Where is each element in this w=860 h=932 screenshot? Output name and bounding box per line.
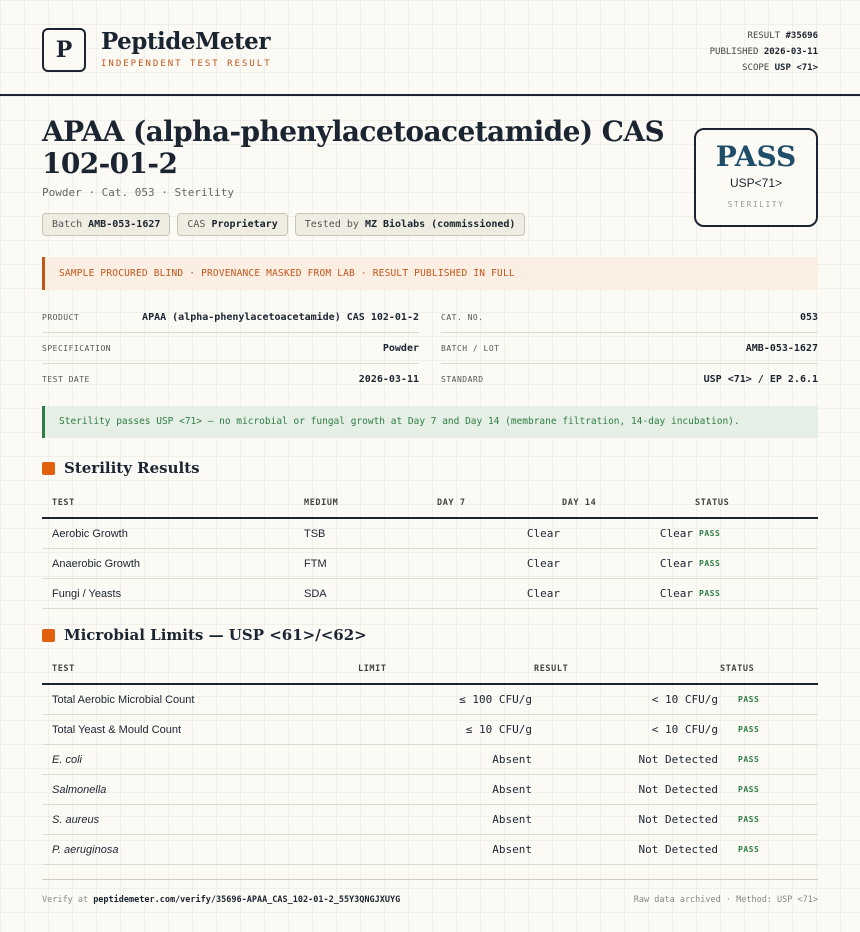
spec-label: TEST DATE <box>42 374 90 384</box>
scope-line <box>710 60 818 76</box>
result-id-line <box>710 28 818 44</box>
col-header: MEDIUM <box>304 488 437 518</box>
tested-by-chip <box>295 213 526 236</box>
day7-result: Clear <box>437 579 562 609</box>
limit: Absent <box>358 745 534 775</box>
status-badge: PASS <box>720 805 818 835</box>
page-footer <box>42 879 818 920</box>
col-header: STATUS <box>720 654 818 684</box>
limit: ≤ 100 CFU/g <box>358 684 534 715</box>
result-id: #35696 <box>785 31 818 41</box>
table-header-row <box>42 488 818 518</box>
day14-result: Clear <box>562 579 695 609</box>
section-marker-icon <box>42 629 55 642</box>
spec-row <box>441 333 818 364</box>
col-header: DAY 14 <box>562 488 695 518</box>
test-name: Fungi / Yeasts <box>42 579 304 609</box>
day14-result: Clear <box>562 518 695 549</box>
verdict-stamp <box>694 128 818 227</box>
result: < 10 CFU/g <box>534 684 720 715</box>
batch-chip-label: Batch <box>52 219 83 230</box>
result-label: RESULT <box>747 31 781 41</box>
table-row <box>42 518 818 549</box>
status-badge: PASS <box>720 684 818 715</box>
table-row <box>42 549 818 579</box>
medium: TSB <box>304 518 437 549</box>
result: Not Detected <box>534 835 720 865</box>
col-header: TEST <box>42 654 358 684</box>
spec-value: AMB-053-1627 <box>745 342 818 354</box>
limit: Absent <box>358 805 534 835</box>
test-name: Aerobic Growth <box>42 518 304 549</box>
status-badge: PASS <box>720 775 818 805</box>
test-name: Total Yeast & Mould Count <box>42 715 358 745</box>
sterility-section-head <box>42 459 200 477</box>
status-badge: PASS <box>695 549 818 579</box>
microbial-section-head <box>42 626 367 644</box>
col-header: RESULT <box>534 654 720 684</box>
limit: ≤ 10 CFU/g <box>358 715 534 745</box>
table-row <box>42 775 818 805</box>
table-row <box>42 684 818 715</box>
summary-callout: Sterility passes USP <71> — no microbial or fungal growth at Day 7 and Day 14 (membrane filtration, 14-day incubation). <box>42 406 818 438</box>
page-subtitle: Powder · Cat. 053 · Sterility <box>42 186 235 199</box>
batch-chip <box>42 213 170 236</box>
table-header-row <box>42 654 818 684</box>
medium: SDA <box>304 579 437 609</box>
scope-label: SCOPE <box>742 63 770 73</box>
status-badge: PASS <box>720 745 818 775</box>
test-name: P. aeruginosa <box>42 835 358 865</box>
spec-label: SPECIFICATION <box>42 343 112 353</box>
batch-chip-value: AMB-053-1627 <box>88 219 161 230</box>
microbial-section-title: Microbial Limits — USP <61>/<62> <box>64 626 367 644</box>
verdict-sub: STERILITY <box>727 200 785 209</box>
spec-value: APAA (alpha-phenylacetoacetamide) CAS 102-01-2 <box>142 311 419 323</box>
test-name: E. coli <box>42 745 358 775</box>
test-name: Total Aerobic Microbial Count <box>42 684 358 715</box>
cas-chip-label: CAS <box>187 219 206 230</box>
spec-label: CAT. NO. <box>441 312 484 322</box>
test-name: S. aureus <box>42 805 358 835</box>
archive-note: Raw data archived · Method: USP <71> <box>633 895 818 905</box>
test-name: Anaerobic Growth <box>42 549 304 579</box>
test-name: Salmonella <box>42 775 358 805</box>
medium: FTM <box>304 549 437 579</box>
spec-row <box>441 302 818 333</box>
table-row <box>42 579 818 609</box>
tested-chip-label: Tested by <box>304 219 359 230</box>
verify-label: Verify at <box>42 895 89 905</box>
status-badge: PASS <box>695 518 818 549</box>
spec-value: 2026-03-11 <box>358 373 419 385</box>
status-badge: PASS <box>695 579 818 609</box>
spec-row <box>441 364 818 394</box>
sterility-table <box>42 488 818 609</box>
spec-row <box>42 364 419 394</box>
spec-value: USP <71> / EP 2.6.1 <box>703 373 818 385</box>
cas-chip-value: Proprietary <box>211 219 278 230</box>
result-meta <box>710 28 818 76</box>
result: < 10 CFU/g <box>534 715 720 745</box>
published-line <box>710 44 818 60</box>
result: Not Detected <box>534 745 720 775</box>
verdict-standard: USP<71> <box>729 176 783 190</box>
spec-list-left <box>42 302 419 394</box>
spec-value: Powder <box>382 342 419 354</box>
brand-name: PeptideMeter <box>101 28 270 55</box>
published-date: 2026-03-11 <box>763 47 818 57</box>
spec-value: 053 <box>799 311 818 323</box>
logo: P <box>42 28 86 72</box>
spec-row <box>42 302 419 333</box>
procurement-notice: SAMPLE PROCURED BLIND · PROVENANCE MASKED FROM LAB · RESULT PUBLISHED IN FULL <box>42 257 818 290</box>
result: Not Detected <box>534 775 720 805</box>
spec-label: BATCH / LOT <box>441 343 500 353</box>
spec-list-right <box>441 302 818 394</box>
cas-chip <box>177 213 287 236</box>
tested-chip-value: MZ Biolabs (commissioned) <box>364 219 516 230</box>
day7-result: Clear <box>437 549 562 579</box>
verdict-main: PASS <box>715 140 797 173</box>
status-badge: PASS <box>720 835 818 865</box>
section-marker-icon <box>42 462 55 475</box>
verify-line <box>42 895 400 905</box>
table-row <box>42 715 818 745</box>
col-header: TEST <box>42 488 304 518</box>
table-row <box>42 745 818 775</box>
day7-result: Clear <box>437 518 562 549</box>
status-badge: PASS <box>720 715 818 745</box>
col-header: DAY 7 <box>437 488 562 518</box>
limit: Absent <box>358 835 534 865</box>
page-header <box>0 0 860 96</box>
col-header: STATUS <box>695 488 818 518</box>
result: Not Detected <box>534 805 720 835</box>
page-title: APAA (alpha-phenylacetoacetamide) CAS 102-01-2 <box>42 115 665 180</box>
verify-link[interactable]: peptidemeter.com/verify/35696-APAA_CAS_102-01-2_55Y3QNGJXUYG <box>93 895 401 905</box>
table-row <box>42 835 818 865</box>
spec-label: PRODUCT <box>42 312 80 322</box>
col-header: LIMIT <box>358 654 534 684</box>
published-label: PUBLISHED <box>709 47 759 57</box>
scope-value: USP <71> <box>774 63 818 73</box>
limit: Absent <box>358 775 534 805</box>
brand-tagline: INDEPENDENT TEST RESULT <box>101 59 272 69</box>
spec-row <box>42 333 419 364</box>
chip-row <box>42 213 525 236</box>
sterility-section-title: Sterility Results <box>64 459 200 477</box>
day14-result: Clear <box>562 549 695 579</box>
spec-label: STANDARD <box>441 374 484 384</box>
microbial-limits-table <box>42 654 818 865</box>
table-row <box>42 805 818 835</box>
